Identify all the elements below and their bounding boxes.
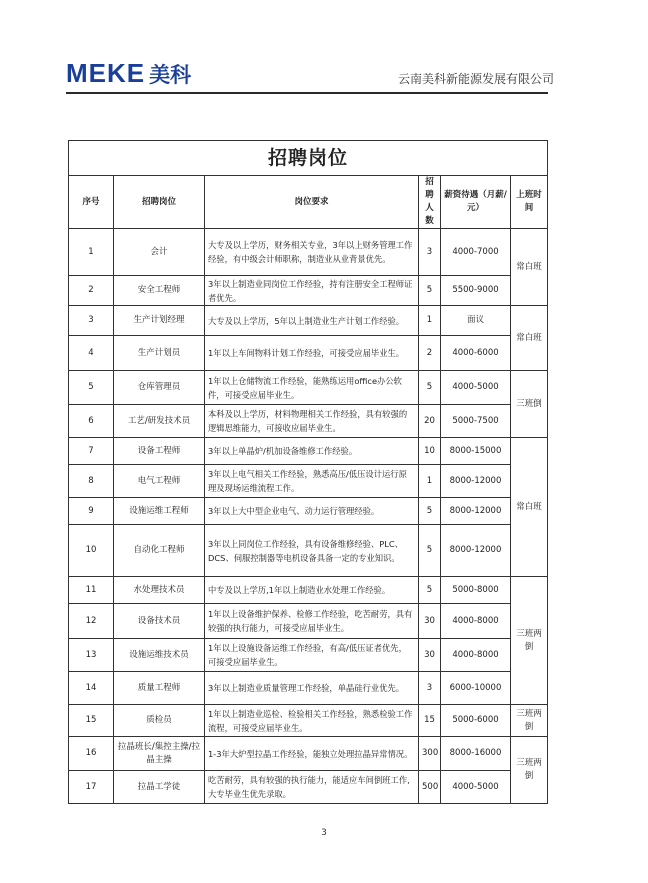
- row-position: 拉晶班长/集控主操/拉晶主操: [114, 737, 205, 771]
- row-shift: 三班倒: [511, 371, 548, 438]
- row-salary: 4000-7000: [441, 229, 511, 276]
- row-position: 拉晶工学徒: [114, 771, 205, 804]
- row-count: 30: [419, 604, 441, 639]
- row-shift: 常白班: [511, 229, 548, 306]
- row-requirements: 1-3年大炉型拉晶工作经验，能独立处理拉晶异常情况。: [205, 737, 419, 771]
- row-count: 3: [419, 672, 441, 705]
- logo-latin: MEKE: [66, 58, 146, 88]
- row-no: 6: [69, 405, 114, 438]
- logo-cn: 美科: [149, 63, 192, 87]
- row-requirements: 大专及以上学历，财务相关专业，3年以上财务管理工作经验，有中级会计师职称，制造业从业背景优先。: [205, 229, 419, 276]
- table-row: [69, 465, 548, 498]
- row-count: 2: [419, 336, 441, 371]
- row-requirements: 1年以上车间物料计划工作经验，可接受应届毕业生。: [205, 336, 419, 371]
- table-row: [69, 276, 548, 306]
- row-count: 15: [419, 705, 441, 737]
- table-row: [69, 705, 548, 737]
- row-requirements: 吃苦耐劳，具有较强的执行能力，能适应车间倒班工作,大专毕业生优先录取。: [205, 771, 419, 804]
- row-position: 生产计划经理: [114, 306, 205, 336]
- row-salary: 5500-9000: [441, 276, 511, 306]
- col-header-requirements: 岗位要求: [205, 176, 419, 229]
- row-position: 质量工程师: [114, 672, 205, 705]
- meke-logo: [66, 60, 191, 86]
- row-no: 10: [69, 525, 114, 577]
- table-row: [69, 737, 548, 771]
- row-count: 5: [419, 525, 441, 577]
- row-no: 3: [69, 306, 114, 336]
- row-count: 10: [419, 438, 441, 465]
- row-salary: 4000-8000: [441, 604, 511, 639]
- row-count: 1: [419, 306, 441, 336]
- table-row: [69, 438, 548, 465]
- row-count: 3: [419, 229, 441, 276]
- col-header-position: 招聘岗位: [114, 176, 205, 229]
- row-position: 设备工程师: [114, 438, 205, 465]
- row-salary: 4000-5000: [441, 771, 511, 804]
- table-row: [69, 525, 548, 577]
- company-name: 云南美科新能源发展有限公司: [397, 72, 554, 86]
- row-position: 设施运维技术员: [114, 639, 205, 672]
- table-row: [69, 229, 548, 276]
- row-position: 生产计划员: [114, 336, 205, 371]
- row-position: 安全工程师: [114, 276, 205, 306]
- row-no: 2: [69, 276, 114, 306]
- row-no: 16: [69, 737, 114, 771]
- row-count: 20: [419, 405, 441, 438]
- table-row: [69, 371, 548, 405]
- row-no: 12: [69, 604, 114, 639]
- table-row: [69, 639, 548, 672]
- row-count: 5: [419, 498, 441, 525]
- row-shift: 三班两倒: [511, 705, 548, 737]
- row-count: 5: [419, 276, 441, 306]
- row-requirements: 1年以上设施设备运维工作经验，有高/低压证者优先，可接受应届毕业生。: [205, 639, 419, 672]
- recruitment-table-wrap: [68, 140, 547, 804]
- row-requirements: 3年以上制造业同岗位工作经验，持有注册安全工程师证者优先。: [205, 276, 419, 306]
- row-salary: 4000-5000: [441, 371, 511, 405]
- row-no: 11: [69, 577, 114, 604]
- table-row: [69, 405, 548, 438]
- row-salary: 8000-15000: [441, 438, 511, 465]
- row-position: 设施运维工程师: [114, 498, 205, 525]
- row-requirements: 3年以上制造业质量管理工作经验，单晶硅行业优先。: [205, 672, 419, 705]
- row-shift: 常白班: [511, 438, 548, 577]
- row-salary: 4000-6000: [441, 336, 511, 371]
- row-count: 300: [419, 737, 441, 771]
- row-requirements: 3年以上单晶炉/机加设备维修工作经验。: [205, 438, 419, 465]
- row-position: 设备技术员: [114, 604, 205, 639]
- table-row: [69, 771, 548, 804]
- row-salary: 6000-10000: [441, 672, 511, 705]
- row-shift: 三班两倒: [511, 577, 548, 705]
- col-header-no: 序号: [69, 176, 114, 229]
- header-divider: [66, 92, 548, 94]
- row-salary: 5000-6000: [441, 705, 511, 737]
- row-requirements: 中专及以上学历,1年以上制造业水处理工作经验。: [205, 577, 419, 604]
- table-title: 招聘岗位: [69, 141, 548, 176]
- page-header: [0, 0, 648, 110]
- row-requirements: 1年以上仓储物流工作经验，能熟练运用office办公软件，可接受应届毕业生。: [205, 371, 419, 405]
- row-position: 工艺/研发技术员: [114, 405, 205, 438]
- row-position: 水处理技术员: [114, 577, 205, 604]
- row-position: 会计: [114, 229, 205, 276]
- page-number: 3: [321, 828, 327, 838]
- row-requirements: 3年以上电气相关工作经验，熟悉高压/低压设计运行原理及现场运维流程工作。: [205, 465, 419, 498]
- row-position: 电气工程师: [114, 465, 205, 498]
- row-no: 13: [69, 639, 114, 672]
- row-requirements: 1年以上设备维护保养、检修工作经验，吃苦耐劳，具有较强的执行能力，可接受应届毕业生。: [205, 604, 419, 639]
- recruitment-table: [68, 140, 548, 804]
- row-requirements: 大专及以上学历，5年以上制造业生产计划工作经验。: [205, 306, 419, 336]
- row-shift: 三班两倒: [511, 737, 548, 804]
- row-requirements: 3年以上大中型企业电气、动力运行管理经验。: [205, 498, 419, 525]
- row-salary: 8000-12000: [441, 498, 511, 525]
- row-no: 15: [69, 705, 114, 737]
- row-no: 7: [69, 438, 114, 465]
- row-salary: 5000-7500: [441, 405, 511, 438]
- row-count: 500: [419, 771, 441, 804]
- row-count: 5: [419, 577, 441, 604]
- col-header-shift: 上班时间: [511, 176, 548, 229]
- row-no: 8: [69, 465, 114, 498]
- row-salary: 8000-16000: [441, 737, 511, 771]
- row-salary: 4000-8000: [441, 639, 511, 672]
- row-no: 5: [69, 371, 114, 405]
- row-requirements: 1年以上制造业巡检、检验相关工作经验，熟悉检验工作流程，可接受应届毕业生。: [205, 705, 419, 737]
- row-position: 质检员: [114, 705, 205, 737]
- row-no: 9: [69, 498, 114, 525]
- table-row: [69, 336, 548, 371]
- row-no: 1: [69, 229, 114, 276]
- row-position: 仓库管理员: [114, 371, 205, 405]
- col-header-salary: 薪资待遇（月薪/元）: [441, 176, 511, 229]
- row-count: 30: [419, 639, 441, 672]
- row-salary: 8000-12000: [441, 525, 511, 577]
- table-row: [69, 306, 548, 336]
- row-count: 1: [419, 465, 441, 498]
- table-row: [69, 577, 548, 604]
- table-row: [69, 672, 548, 705]
- row-salary: 面议: [441, 306, 511, 336]
- row-position: 自动化工程师: [114, 525, 205, 577]
- row-requirements: 本科及以上学历，材料物理相关工作经验，具有较强的逻辑思维能力，可接收应届毕业生。: [205, 405, 419, 438]
- row-salary: 5000-8000: [441, 577, 511, 604]
- row-shift: 常白班: [511, 306, 548, 371]
- row-requirements: 3年以上同岗位工作经验，具有设备维修经验、PLC、DCS、伺服控制器等电机设备具备一定的专业知识。: [205, 525, 419, 577]
- table-row: [69, 498, 548, 525]
- table-row: [69, 604, 548, 639]
- col-header-count: 招聘人数: [419, 176, 441, 229]
- row-count: 5: [419, 371, 441, 405]
- row-salary: 8000-12000: [441, 465, 511, 498]
- row-no: 4: [69, 336, 114, 371]
- table-header-row: [69, 176, 548, 229]
- row-no: 14: [69, 672, 114, 705]
- row-no: 17: [69, 771, 114, 804]
